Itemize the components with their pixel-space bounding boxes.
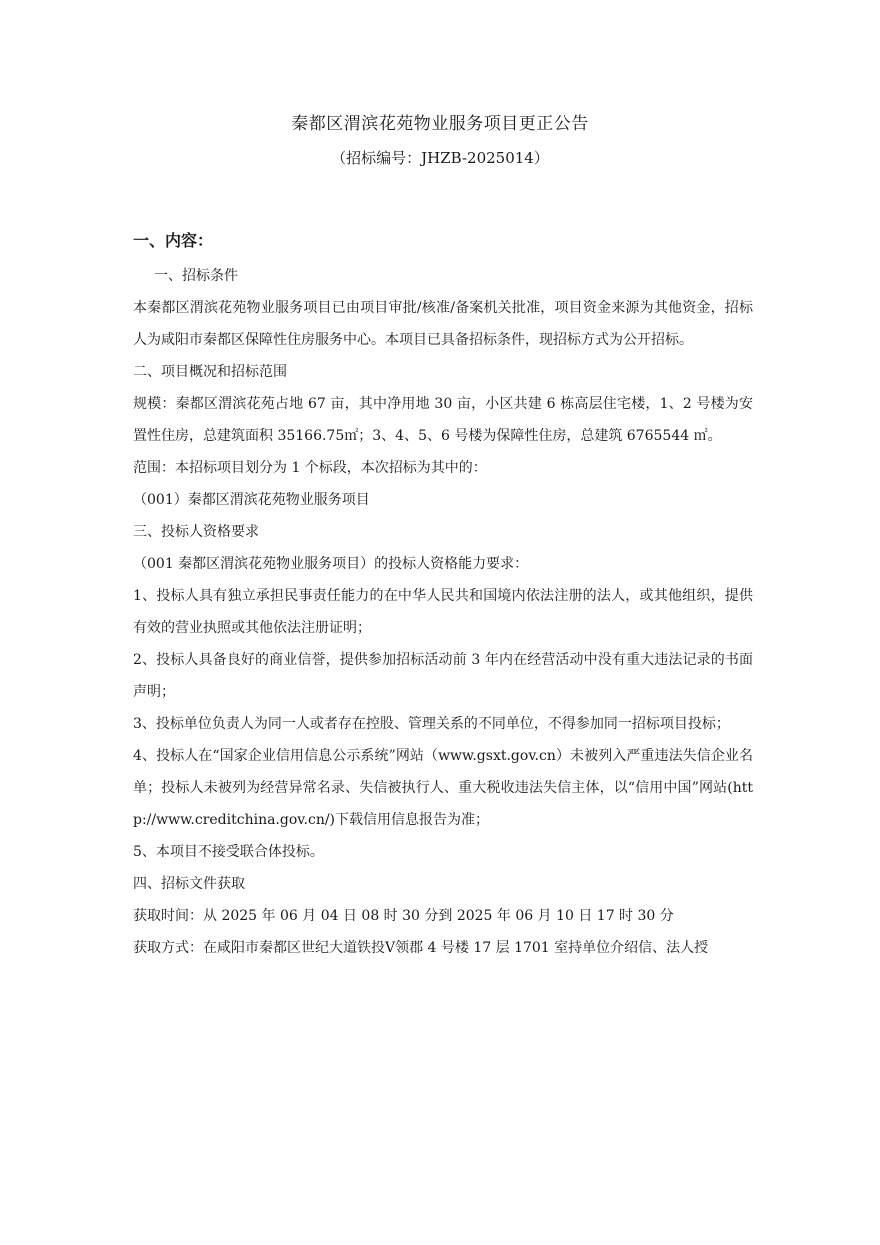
document-title: 秦都区渭滨花苑物业服务项目更正公告	[291, 114, 589, 134]
subsection-heading-tender-conditions: 一、招标条件	[154, 268, 238, 284]
subsection-heading-project-overview: 二、项目概况和招标范围	[133, 364, 287, 380]
qualification-item-1: 1、投标人具有独立承担民事责任能力的在中华人民共和国境内依法注册的法人，或其他组织，提供有效的营业执照或其他依法注册证明；	[133, 588, 753, 636]
title-block	[0, 110, 880, 172]
document-body	[133, 228, 753, 964]
paragraph-project-scale: 规模：秦都区渭滨花苑占地 67 亩，其中净用地 30 亩，小区共建 6 栋高层住宅楼，1、2 号楼为安置性住房，总建筑面积 35166.75㎡；3、4、5、6 号楼为保障性住房，总建筑 6765544 ㎡。	[133, 396, 753, 444]
tender-number: （招标编号：JHZB-2025014）	[331, 149, 549, 167]
paragraph-acquisition-method: 获取方式：在咸阳市秦都区世纪大道铁投Ⅴ领郡 4 号楼 17 层 1701 室持单位介绍信、法人授	[133, 940, 709, 956]
paragraph-lot-001: （001）秦都区渭滨花苑物业服务项目	[133, 492, 370, 508]
qualification-item-2: 2、投标人具备良好的商业信誉，提供参加招标活动前 3 年内在经营活动中没有重大违法记录的书面声明；	[133, 652, 753, 700]
paragraph-acquisition-time: 获取时间：从 2025 年 06 月 04 日 08 时 30 分到 2025 年 06 月 10 日 17 时 30 分	[133, 908, 674, 924]
subsection-heading-qualification: 三、投标人资格要求	[133, 524, 259, 540]
paragraph-tender-conditions: 本秦都区渭滨花苑物业服务项目已由项目审批/核准/备案机关批准，项目资金来源为其他资金，招标人为咸阳市秦都区保障性住房服务中心。本项目已具备招标条件，现招标方式为公开招标。	[133, 300, 753, 348]
qualification-item-5: 5、本项目不接受联合体投标。	[133, 844, 324, 860]
section-heading: 一、内容：	[133, 231, 214, 250]
subsection-heading-document-acquisition: 四、招标文件获取	[133, 876, 245, 892]
qualification-item-4: 4、投标人在“国家企业信用信息公示系统”网站（www.gsxt.gov.cn）未被列入严重违法失信企业名单；投标人未被列为经营异常名录、失信被执行人、重大税收违法失信主体，以“信用中国”网站(http://www.creditchina.gov.cn/)下载信用信息报告为准；	[133, 748, 753, 828]
paragraph-qualification-intro: （001 秦都区渭滨花苑物业服务项目）的投标人资格能力要求：	[133, 556, 529, 572]
paragraph-project-scope: 范围：本招标项目划分为 1 个标段，本次招标为其中的：	[133, 460, 487, 476]
qualification-item-3: 3、投标单位负责人为同一人或者存在控股、管理关系的不同单位，不得参加同一招标项目投标；	[133, 716, 730, 732]
